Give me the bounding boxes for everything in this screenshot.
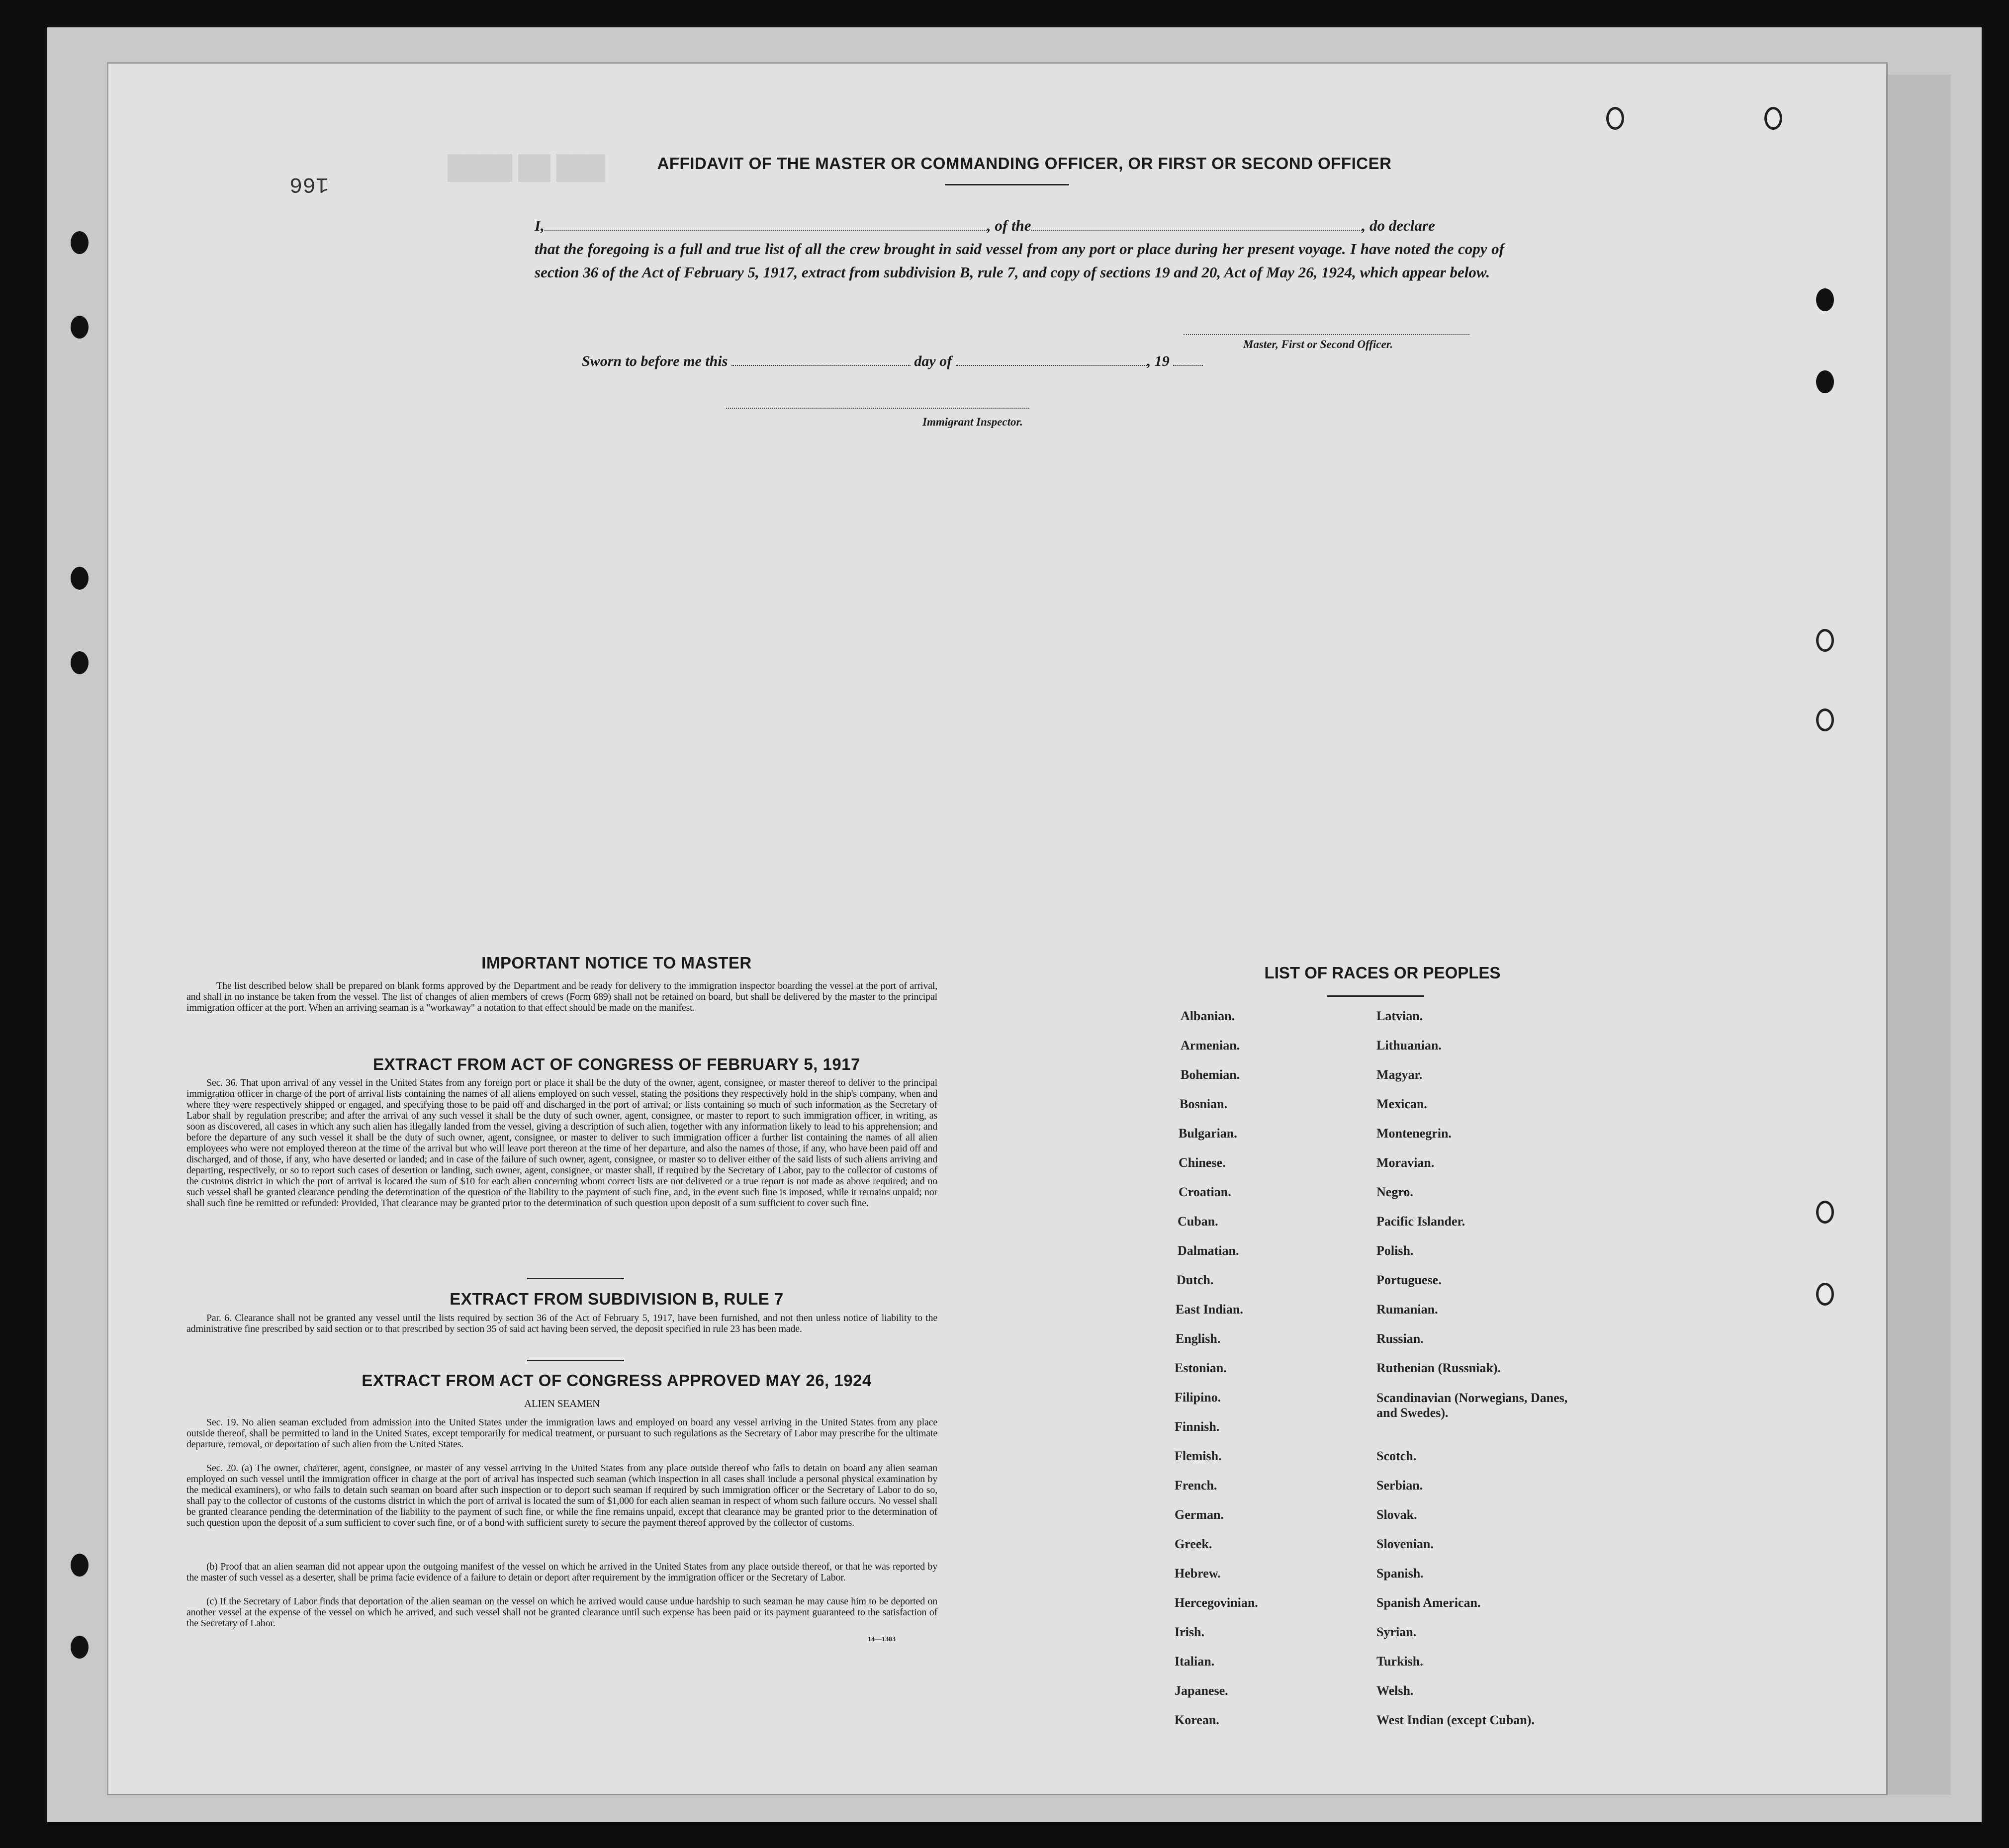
binder-hole-icon [1606,107,1624,130]
race-item: German. [1175,1507,1224,1522]
extract-1924-sec20a: Sec. 20. (a) The owner, charterer, agent, consignee, or master of any vessel arriving in the United States from any place outside thereof who fails to detain on board any alien seaman employed on such vessel until the immigration officer in charge at the port of arrival has inspected such seaman (which inspection in all cases shall include a personal physical examination by the medical examiners), or who fails to detain such seaman on board after such inspection or to deport such seaman if required by such immigration officer or the Secretary of Labor to do so, shall pay to the collector of customs of the customs district in which the port of arrival is located the sum of $1,000 for each alien seaman in respect of whom such failure occurs. No vessel shall be granted clearance pending the determination of the liability to the payment of such fine, or while the fine remains unpaid, except that clearance may be granted prior to the determination of such question upon the deposit of a sum sufficient to cover such fine, or of a bond with sufficient surety to secure the payment thereof approved by the collector of customs. [186,1463,937,1528]
race-item: Magyar. [1376,1067,1423,1082]
race-item: Albanian. [1181,1009,1235,1023]
race-item: Moravian. [1376,1155,1435,1170]
race-item: Turkish. [1376,1654,1423,1669]
race-item: Lithuanian. [1376,1038,1442,1053]
sworn-month-blank [956,355,1147,366]
binder-hole-icon [71,567,89,590]
race-item: Estonian. [1175,1361,1227,1375]
section-rule [527,1278,624,1279]
race-item: Japanese. [1175,1683,1228,1698]
binder-hole-icon [1764,107,1782,130]
binder-hole-icon [71,231,89,254]
page-number: 166 [289,172,329,196]
declaration-i: I, [535,217,545,234]
race-item: Negro. [1376,1185,1413,1199]
underlying-page-edge [1886,75,1951,1795]
binder-hole-icon [1816,370,1834,393]
extract-1917-title: EXTRACT FROM ACT OF CONGRESS OF FEBRUARY 5, 1917 [373,1055,860,1073]
races-right-column [1376,1009,1625,1743]
form-number: 14—1303 [868,1636,896,1643]
affidavit-declaration [535,214,1504,284]
binder-hole-icon [71,1554,89,1577]
extract-1924-title: EXTRACT FROM ACT OF CONGRESS APPROVED MAY 26, 1924 [362,1371,872,1390]
vessel-blank [1031,217,1362,231]
race-item: Finnish. [1175,1419,1220,1434]
race-item: Scandinavian (Norwegians, Danes, and Swedes). [1376,1391,1568,1420]
declaration-of-the: , of the [987,217,1031,234]
sworn-text: Sworn to before me this [582,353,728,369]
race-item: Irish. [1175,1625,1204,1639]
sworn-line [582,353,1203,370]
subdivision-b-text: Par. 6. Clearance shall not be granted any vessel until the lists required by section 36 of the Act of February 5, 1917, have been furnished, and not then unless notice of liability to the administrative fine prescribed by said section or to that prescribed by section 35 of said act having been served, the deposit specified in rule 23 has been made. [186,1313,937,1334]
extract-1924-sec20b: (b) Proof that an alien seaman did not appear upon the outgoing manifest of the vessel on which he arrived in the United States from any place outside thereof, or that he was reported by the master of such vessel as a deserter, shall be prima facie evidence of a failure to detain or deport after requirement by the immigration officer or the Secretary of Labor. [186,1561,937,1583]
affidavit-title: AFFIDAVIT OF THE MASTER OR COMMANDING OFFICER, OR FIRST OR SECOND OFFICER [657,154,1392,173]
race-item: Syrian. [1376,1625,1417,1639]
inspector-signature-line [726,408,1029,409]
bleed-through-text: ███ ██ ████ [448,155,605,180]
race-item: Russian. [1376,1331,1424,1346]
races-title-rule [1327,995,1424,997]
binder-hole-icon [1816,629,1834,652]
race-item: Welsh. [1376,1683,1414,1698]
sworn-day-blank [731,355,911,366]
master-caption: Master, First or Second Officer. [1243,338,1393,351]
extract-1924-sec20c: (c) If the Secretary of Labor finds that deportation of the alien seaman on the vessel on which he arrived would cause undue hardship to such seaman he may cause him to be deported on another vessel at the expense of the vessel on which he arrived, and such vessel shall not be granted clearance until such expense has been paid or its payment guaranteed to the satisfaction of the Secretary of Labor. [186,1596,937,1629]
race-item: Serbian. [1376,1478,1423,1493]
race-item: East Indian. [1176,1302,1243,1317]
race-item: Polish. [1376,1243,1414,1258]
section-rule [527,1360,624,1361]
binder-hole-icon [71,316,89,339]
binder-hole-icon [1816,708,1834,731]
race-item: Cuban. [1178,1214,1218,1229]
race-item: West Indian (except Cuban). [1376,1713,1535,1727]
race-item: Croatian. [1179,1185,1231,1199]
race-item: Armenian. [1181,1038,1240,1053]
declaration-first-line [535,214,1504,237]
race-item: Slovenian. [1376,1537,1434,1551]
race-item: Scotch. [1376,1449,1417,1463]
race-item: Filipino. [1175,1390,1221,1405]
title-rule [945,184,1069,185]
subdivision-b-title: EXTRACT FROM SUBDIVISION B, RULE 7 [450,1290,784,1308]
race-item: Greek. [1175,1537,1212,1551]
master-signature-line [1184,334,1469,335]
race-item: Dalmatian. [1178,1243,1239,1258]
race-item: Bohemian. [1181,1067,1240,1082]
binder-hole-icon [71,651,89,674]
extract-1917-text: Sec. 36. That upon arrival of any vessel in the United States from any foreign port or place it shall be the duty of the owner, agent, consignee, or master thereof to deliver to the principal immigration officer in charge of the port of arrival lists containing the names of all aliens employed on such vessel, stating the positions they respectively hold in the ship's company, when and where they were respectively shipped or engaged, and specifying those to be paid off and discharged in the port of arrival; or lists containing so much of such information as the Secretary of Labor shall by regulation prescribe; and after the arrival of any such vessel it shall be the duty of such owner, agent, consignee, or master to report to such immigration officer, in writing, as soon as discovered, all cases in which any such alien has illegally landed from the vessel, giving a description of such alien, together with any information likely to lead to his apprehension; and before the departure of any such vessel it shall be the duty of such owner, agent, consignee, or master to deliver to such immigration officer a further list containing the names of all alien employees who were not employed thereon at the time of the arrival but who will leave port thereon at the time of her departure, and also the names of those, if any, who have been paid off and discharged, and of those, if any, who have deserted or landed; and in case of the failure of such owner, agent, consignee, or master so to deliver either of the said lists of such aliens arriving and departing, respectively, or so to report such cases of desertion or landing, such owner, agent, consignee, or master shall, if required by the Secretary of Labor, pay to the collector of customs of the customs district in which the port of arrival is located the sum of $10 for each alien concerning whom correct lists are not delivered or a true report is not made as above required; and no such vessel shall be granted clearance pending the determination of the question of the liability to the payment of such fine, and, in the event such fine is imposed, while it remains unpaid; nor shall such fine be remitted or refunded: Provided, That clearance may be granted prior to the determination of such question upon deposit of a sum sufficient to cover such fine. [186,1077,937,1209]
binder-hole-icon [1816,1201,1834,1224]
sworn-year: , 19 [1147,353,1170,369]
binder-hole-icon [1816,1283,1834,1306]
name-blank [545,217,987,231]
race-item: English. [1176,1331,1221,1346]
binder-hole-icon [1816,288,1834,311]
race-item: Slovak. [1376,1507,1417,1522]
declaration-do-declare: , do declare [1362,217,1435,234]
race-item: Portuguese. [1376,1273,1442,1287]
race-item: Flemish. [1175,1449,1222,1463]
sworn-day-of: day of [914,353,952,369]
race-item: Bosnian. [1180,1097,1228,1111]
notice-title: IMPORTANT NOTICE TO MASTER [481,954,752,972]
race-item: Mexican. [1376,1097,1427,1111]
race-item: Spanish American. [1376,1595,1481,1610]
race-item: Latvian. [1376,1009,1423,1023]
races-title: LIST OF RACES OR PEOPLES [1264,964,1501,982]
race-item: Italian. [1175,1654,1215,1669]
declaration-body: that the foregoing is a full and true list of all the crew brought in said vessel from any port or place during her present voyage. I have noted the copy of section 36 of the Act of February 5, 1917, extract from subdivision B, rule 7, and copy of sections 19 and 20, Act of May 26, 1924, which appear below. [535,240,1504,281]
extract-1924-subtitle: ALIEN SEAMEN [524,1398,600,1409]
extract-1924-sec19: Sec. 19. No alien seaman excluded from admission into the United States under the immigration laws and employed on board any vessel arriving in the United States from any place outside thereof, shall be permitted to land in the United States, except temporarily for medical treatment, or pursuant to such regulations as the Secretary of Labor may prescribe for the ultimate departure, removal, or deportation of such alien from the United States. [186,1417,937,1450]
race-item: Pacific Islander. [1376,1214,1465,1229]
race-item: Hercegovinian. [1175,1595,1258,1610]
race-item: Ruthenian (Russniak). [1376,1361,1501,1375]
race-item: Dutch. [1177,1273,1214,1287]
binder-hole-icon [71,1636,89,1659]
race-item: Korean. [1175,1713,1219,1727]
race-item: Chinese. [1179,1155,1226,1170]
race-item: Rumanian. [1376,1302,1438,1317]
race-item: Montenegrin. [1376,1126,1452,1141]
race-item: Hebrew. [1175,1566,1221,1581]
inspector-caption: Immigrant Inspector. [922,416,1023,428]
race-item: Spanish. [1376,1566,1424,1581]
sworn-year-blank [1173,355,1203,366]
race-item: French. [1175,1478,1217,1493]
notice-text: The list described below shall be prepared on blank forms approved by the Department and be ready for delivery to the immigration inspector boarding the vessel at the port of arrival, and shall in no instance be taken from the vessel. The list of changes of alien members of crews (Form 689) shall not be retained on board, but shall be delivered by the master to the principal immigration officer at the port. When an arriving seaman is a "workaway" a notation to that effect should be made on the manifest. [186,980,937,1013]
race-item: Bulgarian. [1179,1126,1237,1141]
